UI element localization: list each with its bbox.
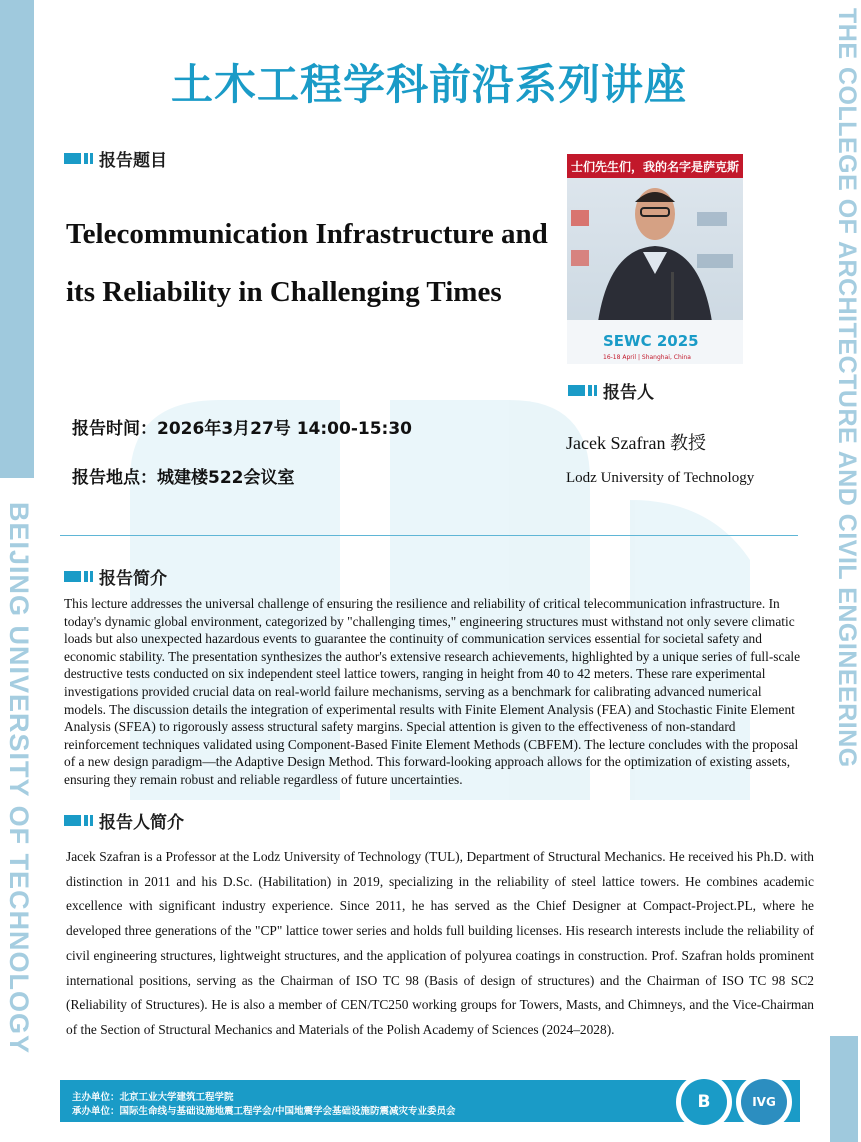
left-vertical-text: BEIJING UNIVERSITY OF TECHNOLOGY <box>4 502 34 1055</box>
right-side-band <box>830 0 861 1142</box>
right-vertical-text: THE COLLEGE OF ARCHITECTURE AND CIVIL ENGINEERING <box>833 8 861 768</box>
page-title: 土木工程学科前沿系列讲座 <box>170 60 687 109</box>
abstract-text: This lecture addresses the universal challenge of ensuring the resilience and reliability of critical telecommunication infrastructure. In today's dynamic global environment, categorized by "challenging times," engineering structures must withstand not only severe climatic loads but also unexpected hazardous events to guarantee the continuity of communication services essential for societal safety and economic stability. The presentation synthesizes the author's extensive research achievements, highlighted by a unique series of full-scale destructive tests conducted on six independent steel lattice towers, ranging in height from 40 to 42 meters. These rare experimental investigations provided crucial data on real-world failure mechanisms, serving as a benchmark for calibrating advanced numerical models. The discussion details the integration of experimental results with Finite Element Analysis (FEA) and Stochastic Finite Element Analysis (SFEA) to rigorously assess structural safety margins. Special attention is given to the effectiveness of non-standard reinforcement techniques validated using Component-Based Finite Element Methods (CBFEM). The lecture concludes with the proposal of a new design paradigm—the Adaptive Design Method. This forward-looking approach allows for the optimization of existing assets, ensuring they remain robust and reliable regardless of future uncertainties. <box>64 596 801 787</box>
photo-banner-text: 士们先生们，我的名字是萨克斯 <box>571 160 740 174</box>
talk-place <box>72 463 295 488</box>
society-logo-icon <box>736 1074 792 1130</box>
time-label: 报告时间： <box>72 419 157 439</box>
speaker-affiliation: Lodz University of Technology <box>566 470 755 486</box>
university-logo-text: B <box>681 1079 727 1125</box>
photo-event-sub: 16-18 April | Shanghai, China <box>603 354 691 361</box>
left-side-band <box>0 0 34 1142</box>
footer-co-host: 承办单位：国际生命线与基础设施地震工程学会/中国地震学会基础设施防震减灾专业委员会 <box>72 1106 456 1117</box>
place-label: 报告地点： <box>72 468 157 488</box>
talk-title: Telecommunication Infrastructure and its Reliability in Challenging Times <box>66 218 548 308</box>
bio-text: Jacek Szafran is a Professor at the Lodz University of Technology (TUL), Department of Structural Mechanics. He received his Ph.D. with distinction in 2011 and his D.Sc. (Habilitation) in 2019, specializing in the reliability of steel lattice towers. He combines academic excellence with significant industry experience. Since 2011, he has served as the Chief Designer at Compact-Project.PL, where he developed three generations of the "CP" lattice tower series and holds full building licenses. His research interests include the reliability of civil engineering structures, lightweight structures, and the application of polyurea coatings in construction. Prof. Szafran holds prominent international positions, serving as the Chairman of ISO TC 98 (Basis of design of structures) and the Chairman of ISO TC 98 SC2 (Reliability of Structures). He is also a member of CEN/TC250 working groups for Towers, Masts, and Chimneys, and the Vice-Chairman of the Section of Structural Mechanics and Materials of the Polish Academy of Sciences (2024–2028). <box>66 849 814 1037</box>
bio-section-label: 报告人简介 <box>99 813 184 833</box>
footer-host: 主办单位：北京工业大学建筑工程学院 <box>72 1092 234 1103</box>
abstract-section-heading <box>64 564 167 589</box>
speaker-name: Jacek Szafran 教授 <box>566 433 706 453</box>
society-logo-text: IVG <box>741 1079 787 1125</box>
photo-event-label: SEWC 2025 <box>603 332 699 350</box>
talk-section-heading <box>64 146 167 171</box>
section-marker-icon <box>64 153 93 164</box>
place-value: 城建楼522会议室 <box>157 468 295 488</box>
bio-section-heading <box>64 808 184 833</box>
speaker-section-heading <box>568 378 654 403</box>
speaker-photo <box>567 154 743 364</box>
right-color-bar <box>830 1036 858 1142</box>
speaker-photo-image <box>567 154 743 364</box>
section-marker-icon <box>64 571 93 582</box>
section-divider <box>60 535 798 536</box>
university-logo-icon <box>676 1074 732 1130</box>
abstract-section-label: 报告简介 <box>99 569 167 589</box>
speaker-section-label: 报告人 <box>603 383 654 403</box>
time-value: 2026年3月27号 14:00-15:30 <box>157 419 412 439</box>
talk-section-label: 报告题目 <box>99 151 167 171</box>
section-marker-icon <box>568 385 597 396</box>
section-marker-icon <box>64 815 93 826</box>
talk-time <box>72 414 412 439</box>
